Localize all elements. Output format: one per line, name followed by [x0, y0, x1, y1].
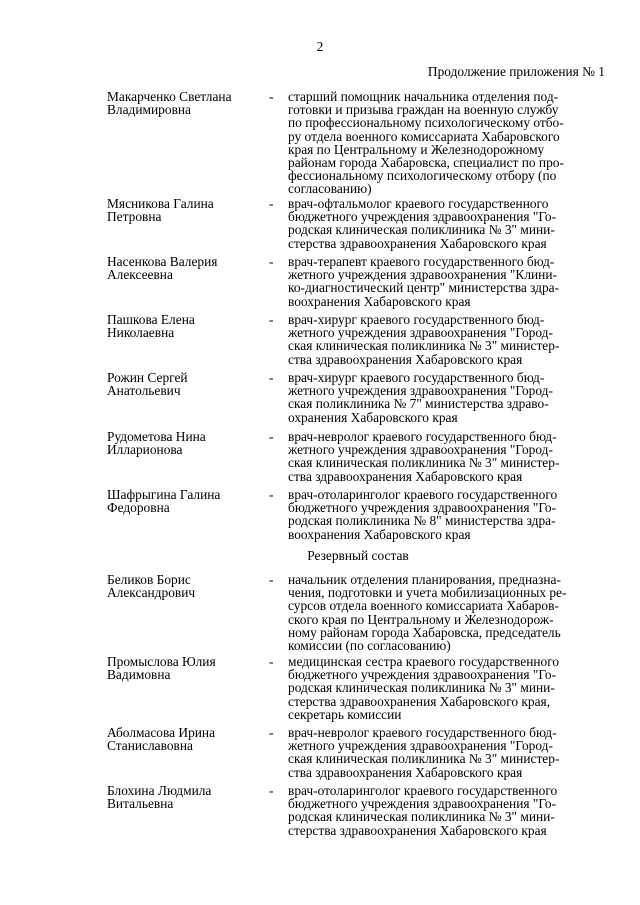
name-line: Промыслова Юлия [107, 654, 216, 669]
reserve-member-entry [0, 784, 640, 837]
member-role [288, 255, 605, 308]
appendix-continuation-note: Продолжение приложения № 1 [427, 64, 605, 79]
name-line: Илларионова [107, 442, 183, 458]
member-role [288, 430, 605, 483]
dash-separator: - [269, 725, 274, 740]
role-line: чения, подготовки и учета мобилизационных ре- [288, 585, 567, 601]
role-line: стерства здравоохранения Хабаровского края, [288, 693, 551, 709]
role-line: родская поликлиника № 8" министерства здра- [288, 513, 556, 529]
name-line: Шафрыгина Галина [107, 487, 221, 502]
page-number: 2 [316, 39, 324, 54]
member-entry [0, 371, 640, 424]
member-role [288, 313, 605, 366]
name-line: Насенкова Валерия [107, 254, 218, 269]
role-line: ская клиническая поликлиника № 3" министер- [288, 751, 560, 767]
dash-separator: - [269, 783, 274, 798]
role-line: родская клиническая поликлиника № 3" мини- [288, 222, 555, 238]
role-line: начальник отделения планирования, предназна- [288, 572, 561, 587]
role-line: бюджетного учреждения здравоохранения "Го- [288, 209, 557, 225]
role-line: по профессиональному психологическому отбо- [288, 115, 564, 131]
role-line: врач-невролог краевого государственного бюд- [288, 429, 557, 444]
name-line: Николаевна [107, 325, 175, 341]
role-line: готовки и призыва граждан на военную службу [288, 102, 559, 118]
name-line: Аболмасова Ирина [107, 725, 216, 740]
member-name [107, 255, 267, 281]
member-name [107, 784, 267, 810]
name-line: Мясникова Галина [107, 196, 214, 211]
role-line: воохранения Хабаровского края [288, 293, 471, 309]
role-line: фессиональному психологическому отбору (по [288, 168, 557, 184]
name-line: Федоровна [107, 500, 170, 516]
dash-separator: - [269, 654, 274, 669]
member-name [107, 726, 267, 752]
dash-separator: - [269, 429, 274, 444]
role-line: врач-хирург краевого государственного бюд- [288, 370, 545, 385]
name-line: Беликов Борис [107, 572, 191, 587]
reserve-member-entry [0, 726, 640, 779]
member-name [107, 90, 267, 116]
name-line: Блохина Людмила [107, 783, 212, 798]
role-line: жетного учреждения здравоохранения "Город- [288, 325, 553, 341]
dash-separator: - [269, 572, 274, 587]
member-role [288, 488, 605, 541]
name-line: Петровна [107, 209, 162, 225]
role-line: стерства здравоохранения Хабаровского края [288, 235, 547, 251]
member-name [107, 313, 267, 339]
name-line: Вадимовна [107, 667, 171, 683]
role-line: родская клиническая поликлиника № 3" мини- [288, 809, 555, 825]
member-entry [0, 197, 640, 250]
dash-separator: - [269, 254, 274, 269]
reserve-member-entry [0, 655, 640, 721]
role-line: ская клиническая поликлиника № 3" министер- [288, 338, 560, 354]
role-line: жетного учреждения здравоохранения "Город- [288, 738, 553, 754]
dash-separator: - [269, 196, 274, 211]
name-line: Анатольевич [107, 383, 181, 399]
role-line: жетного учреждения здравоохранения "Город- [288, 442, 553, 458]
member-entry [0, 488, 640, 541]
member-entry [0, 313, 640, 366]
role-line: ская клиническая поликлиника № 3" министер- [288, 455, 560, 471]
role-line: ства здравоохранения Хабаровского края [288, 468, 523, 484]
member-entry [0, 255, 640, 308]
member-name [107, 430, 267, 456]
dash-separator: - [269, 312, 274, 327]
role-line: ства здравоохранения Хабаровского края [288, 351, 523, 367]
member-role [288, 197, 605, 250]
role-line: ко-диагностический центр" министерства здра- [288, 280, 560, 296]
role-line: края по Центральному и Железнодорожному [288, 141, 545, 157]
role-line: старший помощник начальника отделения под- [288, 89, 559, 104]
name-line: Пашкова Елена [107, 312, 195, 327]
member-role [288, 90, 605, 196]
name-line: Алексеевна [107, 267, 173, 283]
member-entry [0, 90, 640, 196]
role-line: ская поликлиника № 7" министерства здраво- [288, 396, 549, 412]
role-line: воохранения Хабаровского края [288, 526, 471, 542]
role-line: врач-невролог краевого государственного бюд- [288, 725, 557, 740]
role-line: ру отдела военного комиссариата Хабаровского [288, 128, 560, 144]
role-line: согласованию) [288, 181, 372, 197]
role-line: врач-отоларинголог краевого государственного [288, 783, 558, 798]
role-line: ского края по Центральному и Железнодорож- [288, 611, 554, 627]
role-line: врач-офтальмолог краевого государственного [288, 196, 549, 211]
name-line: Рожин Сергей [107, 370, 188, 385]
name-line: Витальевна [107, 796, 174, 812]
member-entry [0, 430, 640, 483]
role-line: охранения Хабаровского края [288, 409, 458, 425]
role-line: бюджетного учреждения здравоохранения "Го- [288, 500, 557, 516]
reserve-member-entry [0, 573, 640, 652]
name-line: Владимировна [107, 102, 191, 118]
member-role [288, 371, 605, 424]
member-name [107, 197, 267, 223]
role-line: медицинская сестра краевого государственного [288, 654, 560, 669]
member-name [107, 573, 267, 599]
member-name [107, 655, 267, 681]
role-line: бюджетного учреждения здравоохранения "Го- [288, 667, 557, 683]
reserve-section-heading: Резервный состав [307, 548, 409, 563]
role-line: родская клиническая поликлиника № 3" мини- [288, 680, 555, 696]
role-line: стерства здравоохранения Хабаровского края [288, 822, 547, 838]
role-line: сурсов отдела военного комиссариата Хабаров- [288, 598, 559, 614]
dash-separator: - [269, 487, 274, 502]
role-line: ства здравоохранения Хабаровского края [288, 764, 523, 780]
name-line: Рудометова Нина [107, 429, 206, 444]
role-line: ному районам города Хабаровска, председатель [288, 624, 561, 640]
member-role [288, 573, 605, 652]
role-line: врач-отоларинголог краевого государственного [288, 487, 558, 502]
name-line: Александрович [107, 585, 196, 601]
member-name [107, 371, 267, 397]
name-line: Макарченко Светлана [107, 89, 232, 104]
role-line: жетного учреждения здравоохранения "Город- [288, 383, 553, 399]
role-line: секретарь комиссии [288, 706, 402, 722]
role-line: жетного учреждения здравоохранения "Клини- [288, 267, 557, 283]
role-line: врач-хирург краевого государственного бюд- [288, 312, 545, 327]
member-name [107, 488, 267, 514]
dash-separator: - [269, 370, 274, 385]
role-line: врач-терапевт краевого государственного бюд- [288, 254, 555, 269]
dash-separator: - [269, 89, 274, 104]
role-line: бюджетного учреждения здравоохранения "Го- [288, 796, 557, 812]
name-line: Станиславовна [107, 738, 193, 754]
member-role [288, 726, 605, 779]
role-line: комиссии (по согласованию) [288, 638, 451, 654]
role-line: районам города Хабаровска, специалист по про- [288, 155, 564, 171]
member-role [288, 655, 605, 721]
member-role [288, 784, 605, 837]
